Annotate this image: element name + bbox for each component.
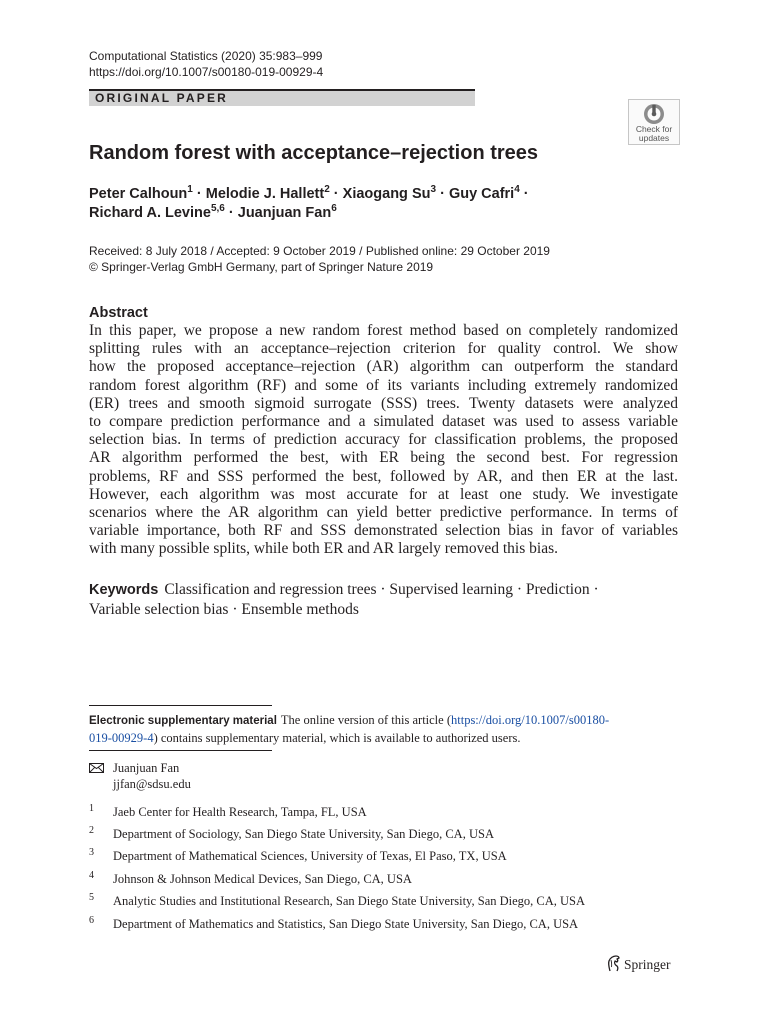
author-list (89, 185, 529, 223)
author-separator: · (436, 186, 449, 202)
journal-citation: Computational Statistics (2020) 35:983–999 (89, 49, 323, 63)
affiliation-text: Department of Sociology, San Diego State University, San Diego, CA, USA (113, 827, 494, 841)
publication-dates (89, 243, 550, 275)
article-doi[interactable]: https://doi.org/10.1007/s00180-019-00929-4 (89, 65, 324, 79)
author-name: Richard A. Levine (89, 205, 211, 221)
author-name: Juanjuan Fan (237, 205, 332, 221)
affiliation-text: Johnson & Johnson Medical Devices, San Diego, CA, USA (113, 872, 412, 886)
author-affiliation-ref: 1 (187, 184, 193, 196)
abstract-line: to compare prediction performance and a simulated dataset was used to assess variable (89, 413, 678, 431)
author-name: Xiaogang Su (342, 186, 431, 202)
copyright-line: © Springer-Verlag GmbH Germany, part of Springer Nature 2019 (89, 260, 434, 274)
publisher-logo (606, 955, 671, 974)
affiliation-number: 1 (89, 803, 94, 814)
supplementary-material-note (89, 712, 678, 746)
check-for-updates-line2: updates (638, 133, 670, 143)
footnote-divider (89, 750, 272, 751)
author-affiliation-ref: 2 (324, 184, 330, 196)
keywords-line-1: Classification and regression trees · Supervised learning · Prediction · (164, 581, 599, 598)
author-affiliation-ref: 4 (514, 184, 520, 196)
author-affiliation-ref: 5,6 (210, 203, 225, 215)
abstract-line: selection bias. In terms of prediction accuracy for classification problems, the proposed (89, 431, 678, 449)
keywords-line-2: Variable selection bias · Ensemble methods (89, 601, 359, 618)
springer-horse-icon (606, 955, 621, 972)
supplementary-text-before: The online version of this article ( (280, 713, 451, 727)
corresponding-author-name: Juanjuan Fan (113, 761, 180, 775)
affiliation-number: 3 (89, 847, 94, 858)
author-separator: · (519, 186, 529, 202)
abstract-line: random forest algorithm (RF) and some of its variants including extremely randomized (89, 376, 678, 394)
abstract-line: splitting rules with an acceptance–rejection criterion for quality control. We show (89, 340, 678, 358)
abstract-line: with many possible splits, while both ER and AR largely removed this bias. (89, 540, 558, 558)
keywords-heading: Keywords (89, 582, 159, 598)
author-line-1 (89, 185, 529, 204)
envelope-icon (89, 763, 104, 773)
author-separator: · (224, 205, 238, 221)
author-line-2 (89, 204, 529, 223)
author-name: Guy Cafri (448, 186, 515, 202)
abstract-line: problems, RF and SSS performed the best, followed by AR, and then ER at the last. (89, 467, 678, 485)
supplementary-link-part2[interactable]: 019-00929-4 (89, 730, 154, 745)
affiliation-number: 5 (89, 892, 94, 903)
abstract-line: AR algorithm performed the best, with ER being the second best. For regression (89, 449, 678, 467)
footnote-divider (89, 705, 272, 706)
supplementary-text-after: ) contains supplementary material, which is available to authorized users. (153, 730, 521, 745)
affiliation-text: Department of Mathematics and Statistics, San Diego State University, San Diego, CA, USA (113, 917, 579, 931)
abstract-line: (ER) trees and smooth sigmoid surrogate (SSS) trees. Twenty datasets were analyzed (89, 394, 678, 412)
abstract-heading: Abstract (89, 305, 148, 321)
affiliation-text: Jaeb Center for Health Research, Tampa, FL, USA (113, 805, 367, 819)
check-for-updates-badge[interactable] (628, 99, 680, 145)
corresponding-author-email[interactable]: jjfan@sdsu.edu (113, 777, 191, 791)
affiliation-text: Analytic Studies and Institutional Research, San Diego State University, San Diego, CA, USA (113, 894, 586, 908)
author-separator: · (329, 186, 343, 202)
article-type-bar (89, 89, 475, 106)
author-name: Melodie J. Hallett (205, 186, 325, 202)
author-name: Peter Calhoun (89, 186, 188, 202)
check-for-updates-icon (643, 103, 665, 125)
check-for-updates-line1: Check for (635, 124, 673, 134)
author-affiliation-ref: 6 (331, 203, 337, 215)
publisher-name: Springer (624, 957, 671, 972)
history-dates: Received: 8 July 2018 / Accepted: 9 October 2019 / Published online: 29 October 2019 (89, 244, 550, 258)
affiliation-text: Department of Mathematical Sciences, University of Texas, El Paso, TX, USA (113, 849, 507, 863)
keywords-block (89, 580, 678, 619)
abstract-line: scenarios where the AR algorithm can yield better predictive performance. In terms of (89, 504, 678, 522)
abstract-line: In this paper, we propose a new random forest method based on completely randomized (89, 322, 678, 339)
affiliation-number: 2 (89, 825, 94, 836)
affiliation-number: 6 (89, 915, 94, 926)
abstract-line: variable importance, both RF and SSS demonstrated selection bias in favor of variables (89, 522, 678, 540)
journal-header (89, 48, 323, 80)
supplementary-heading: Electronic supplementary material (89, 715, 277, 727)
abstract-line: However, each algorithm was most accurate for at least one study. We investigate (89, 485, 678, 503)
abstract-body (89, 322, 678, 559)
paper-title: Random forest with acceptance–rejection trees (89, 142, 539, 164)
supplementary-link-part1[interactable]: https://doi.org/10.1007/s00180- (451, 713, 610, 727)
article-type-label: ORIGINAL PAPER (95, 91, 229, 105)
author-separator: · (192, 186, 206, 202)
abstract-line: how the proposed acceptance–rejection (AR) algorithm can outperform the standard (89, 358, 678, 376)
author-affiliation-ref: 3 (430, 184, 437, 196)
affiliation-number: 4 (89, 870, 94, 881)
